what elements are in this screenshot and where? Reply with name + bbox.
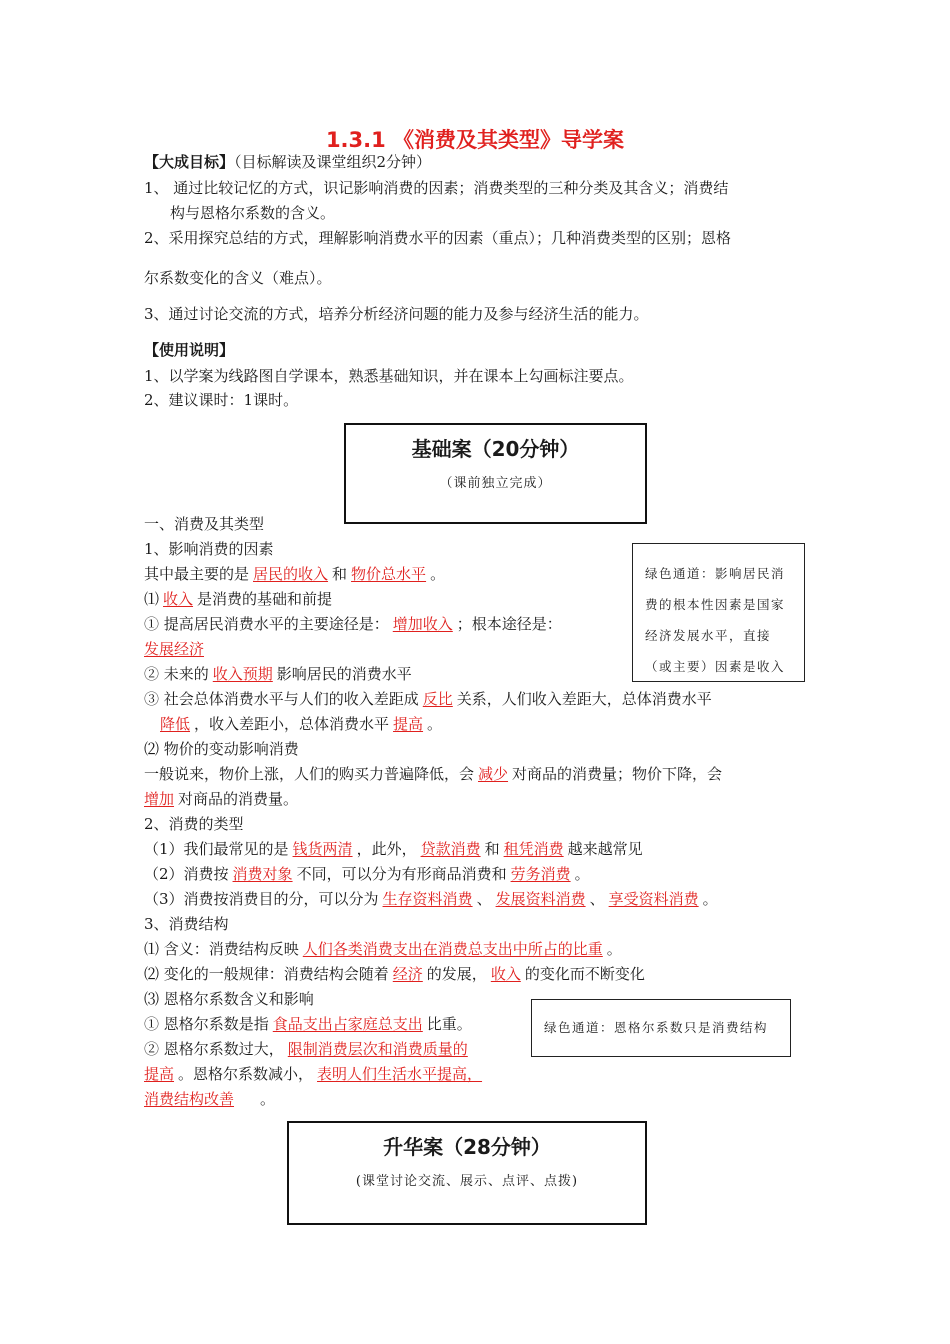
answer: 发展经济	[144, 640, 205, 658]
goal-1: 1、 通过比较记忆的方式，识记影响消费的因素；消费类型的三种分类及其含义；消费结	[144, 179, 729, 197]
section-1-heading: 一、消费及其类型	[144, 515, 265, 533]
basic-section-box	[344, 423, 647, 524]
advanced-section-title: 升华案（28分钟）	[383, 1135, 551, 1159]
content-line: （2）消费按 消费对象 不同，可以分为有形商品消费和 劳务消费 。	[144, 865, 590, 883]
answer: 收入	[163, 590, 194, 608]
answer: 租凭消费	[503, 840, 564, 858]
green-channel-note-1	[632, 543, 805, 682]
note-line: （或主要）因素是收入	[645, 659, 786, 674]
content-line: 一般说来，物价上涨，人们的购买力普遍降低，会 减少 对商品的消费量；物价下降，会	[144, 765, 723, 783]
answer: 增加	[144, 790, 175, 808]
content-line: ① 提高居民消费水平的主要途径是： 增加收入 ；根本途径是：	[144, 615, 562, 633]
content-line: 降低 ，收入差距小，总体消费水平 提高 。	[144, 714, 442, 734]
content-line: ③ 社会总体消费水平与人们的收入差距成 反比 关系，人们收入差距大，总体消费水平	[144, 690, 712, 708]
content-line: 增加 对商品的消费量。	[144, 790, 299, 808]
answer: 生存资料消费	[382, 890, 473, 908]
answer: 消费结构改善	[144, 1090, 235, 1108]
section-1-2-heading: 2、消费的类型	[144, 815, 244, 833]
advanced-section-subtitle: (课堂讨论交流、展示、点评、点拨)	[355, 1174, 579, 1189]
answer: 收入预期	[212, 665, 273, 683]
content-line: 其中最主要的是 居民的收入 和 物价总水平 。	[144, 565, 446, 583]
answer: 表明人们生活水平提高，	[317, 1065, 483, 1083]
content-line: ⑴ 收入 是消费的基础和前提	[144, 590, 333, 608]
document-title: 1.3.1 《消费及其类型》导学案	[325, 128, 625, 152]
goal-2-cont: 尔系数变化的含义（难点）。	[144, 269, 332, 287]
note-line: 费的根本性因素是国家	[645, 597, 786, 612]
content-line: ⑵ 物价的变动影响消费	[144, 740, 299, 758]
answer: 消费对象	[232, 865, 293, 883]
answer: 反比	[422, 690, 453, 708]
usage-heading: 【使用说明】	[144, 341, 235, 359]
answer: 劳务消费	[510, 865, 571, 883]
content-line: （3）消费按消费目的分，可以分为 生存资料消费 、 发展资料消费 、 享受资料消费 。	[144, 890, 718, 908]
answer: 降低	[160, 715, 191, 733]
goals-note: （目标解读及课堂组织2分钟）	[234, 153, 432, 171]
section-1-3-heading: 3、消费结构	[144, 915, 229, 933]
answer: 钱货两清	[292, 840, 353, 858]
answer: 提高	[393, 715, 424, 733]
green-channel-note-2	[531, 999, 791, 1057]
answer: 人们各类消费支出在消费总支出中所占的比重	[302, 940, 603, 958]
answer: 享受资料消费	[608, 890, 699, 908]
content-line: ⑵ 变化的一般规律：消费结构会随着 经济 的发展， 收入 的变化而不断变化	[144, 965, 645, 983]
answer: 增加收入	[392, 615, 453, 633]
goals-heading-line	[144, 152, 431, 172]
section-1-1-heading: 1、影响消费的因素	[144, 540, 274, 558]
basic-section-subtitle: （课前独立完成）	[439, 476, 552, 491]
content-line	[144, 639, 216, 659]
usage-1: 1、以学案为线路图自学课本，熟悉基础知识，并在课本上勾画标注要点。	[144, 367, 634, 385]
answer: 贷款消费	[420, 840, 481, 858]
goal-1-cont: 构与恩格尔系数的含义。	[170, 204, 336, 222]
content-line: ② 未来的 收入预期 影响居民的消费水平	[144, 665, 412, 683]
content-line: ⑴ 含义：消费结构反映 人们各类消费支出在消费总支出中所占的比重 。	[144, 940, 622, 958]
content-line: 消费结构改善 。	[144, 1090, 276, 1108]
content-line: （1）我们最常见的是 钱货两清 ，此外， 贷款消费 和 租凭消费 越来越常见	[144, 840, 643, 858]
basic-section-title: 基础案（20分钟）	[411, 437, 580, 461]
note-line: 绿色通道：恩格尔系数只是消费结构	[544, 1020, 769, 1035]
usage-2: 2、建议课时：1课时。	[144, 391, 299, 409]
note-line: 绿色通道：影响居民消	[645, 566, 786, 581]
goal-2: 2、采用探究总结的方式，理解影响消费水平的因素（重点）；几种消费类型的区别；恩格	[144, 229, 732, 247]
answer: 物价总水平	[351, 565, 427, 583]
answer: 食品支出占家庭总支出	[272, 1015, 423, 1033]
answer: 经济	[392, 965, 423, 983]
answer: 提高	[144, 1065, 175, 1083]
advanced-section-box	[287, 1121, 647, 1225]
answer: 减少	[478, 765, 509, 783]
content-line: ② 恩格尔系数过大， 限制消费层次和消费质量的	[144, 1039, 472, 1059]
answer: 发展资料消费	[495, 890, 586, 908]
answer: 居民的收入	[253, 565, 329, 583]
content-line: 提高 。恩格尔系数减小， 表明人们生活水平提高，	[144, 1064, 486, 1084]
goal-3: 3、通过讨论交流的方式，培养分析经济问题的能力及参与经济生活的能力。	[144, 305, 649, 323]
answer: 收入	[490, 965, 521, 983]
goals-heading: 【大成目标】	[144, 153, 235, 171]
content-line: ① 恩格尔系数是指 食品支出占家庭总支出 比重。	[144, 1015, 472, 1033]
note-line: 经济发展水平，直接	[645, 628, 772, 643]
answer: 限制消费层次和消费质量的	[287, 1040, 468, 1058]
content-line: ⑶ 恩格尔系数含义和影响	[144, 990, 314, 1008]
